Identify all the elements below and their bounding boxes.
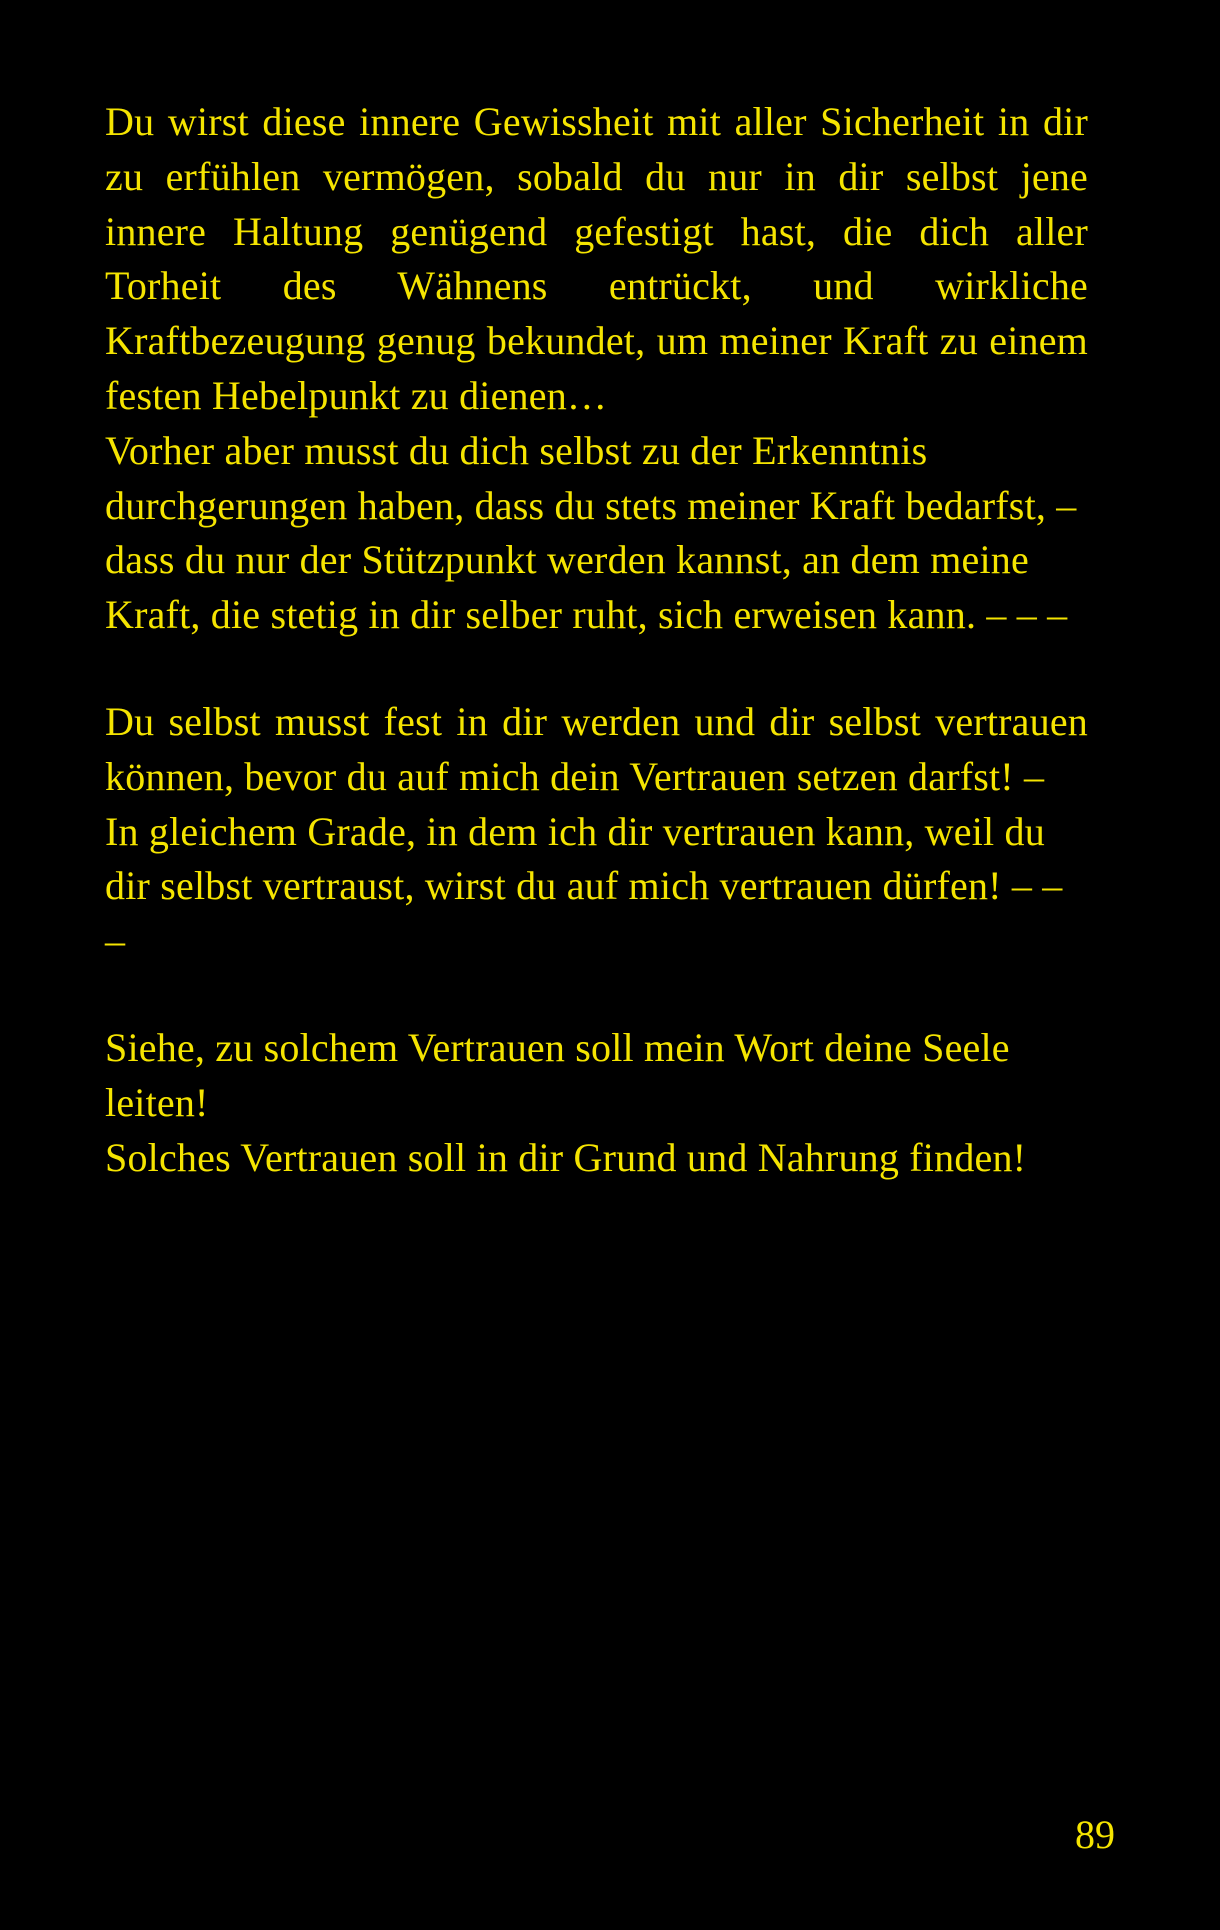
paragraph-spacer — [105, 969, 1088, 1021]
body-text — [105, 95, 1088, 1185]
paragraph: In gleichem Grade, in dem ich dir vertrauen kann, weil du dir selbst vertraust, wirst du auf mich vertrauen dürfen! – – – — [105, 808, 1063, 964]
paragraph: Du wirst diese innere Gewissheit mit aller Sicherheit in dir zu erfühlen vermögen, sobald du nur in dir selbst jene innere Haltung genügend gefestigt hast, die dich aller Torheit des Wähnens entrückt, und wirkliche Kraftbezeugung genug bekundet, um meiner Kraft zu einem festen Hebelpunkt zu dienen… — [105, 99, 1088, 418]
paragraph: Siehe, zu solchem Vertrauen soll mein Wort deine Seele leiten! — [105, 1024, 1010, 1125]
paragraph: Du selbst musst fest in dir werden und dir selbst vertrauen können, bevor du auf mich dein Vertrauen setzen darfst! – — [105, 698, 1088, 799]
page-number: 89 — [1075, 1812, 1115, 1857]
paragraph-spacer — [105, 643, 1088, 695]
paragraph: Solches Vertrauen soll in dir Grund und Nahrung finden! — [105, 1134, 1027, 1180]
paragraph: Vorher aber musst du dich selbst zu der Erkenntnis durchgerungen haben, dass du stets meiner Kraft bedarfst, – dass du nur der Stützpunkt werden kannst, an dem meine Kraft, die stetig in dir selber ruht, sich erweisen kann. – – – — [105, 427, 1077, 638]
